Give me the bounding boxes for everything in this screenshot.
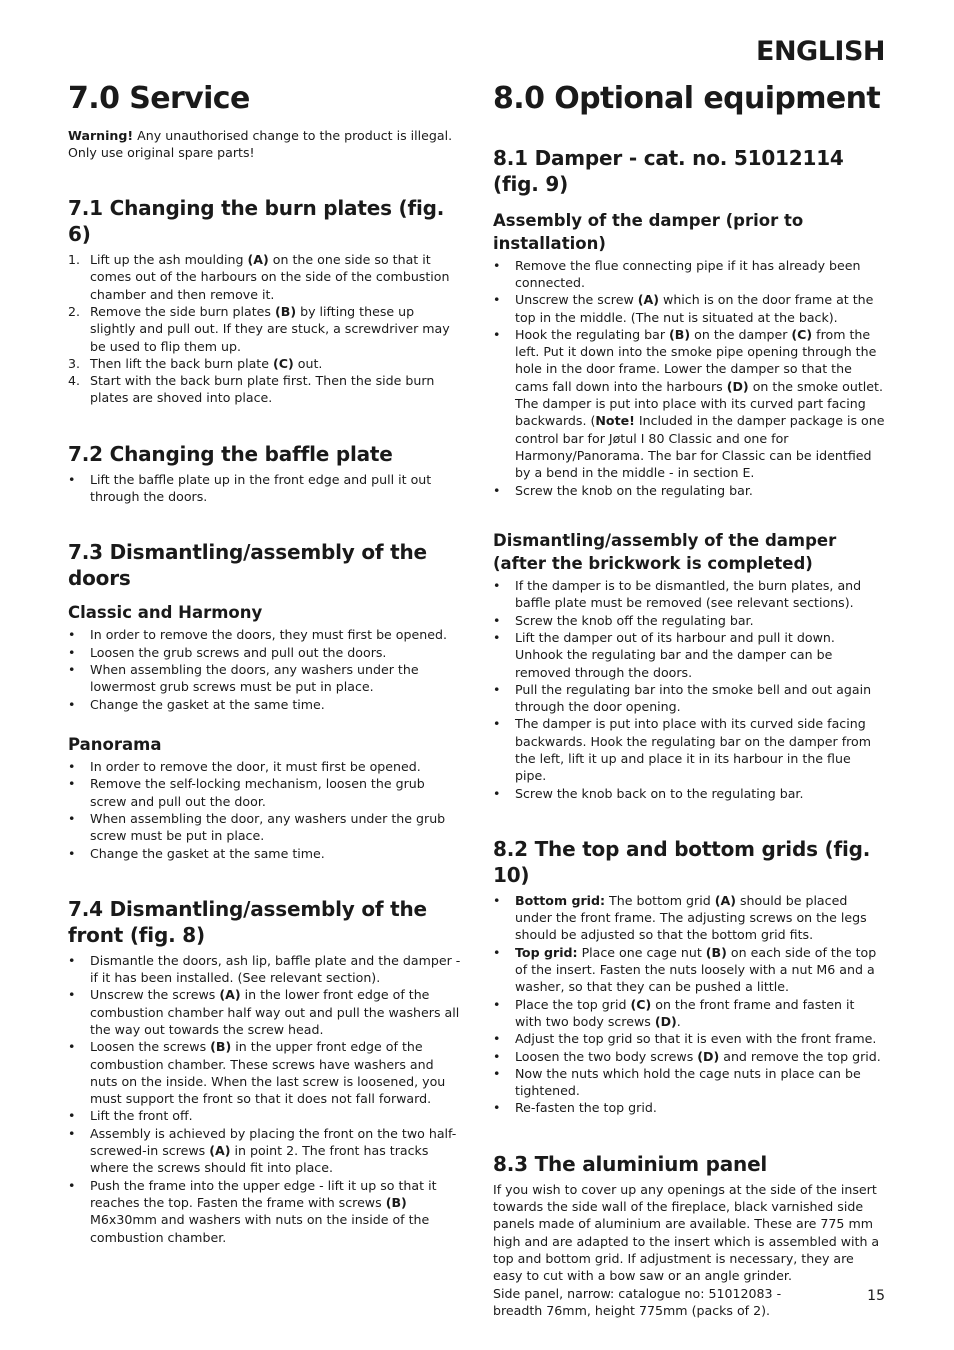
warning-label: Warning! (68, 127, 134, 143)
list-item: • In order to remove the door, it must first be opened. (68, 759, 421, 775)
list-item: • Now the nuts which hold the cage nuts in place can be tightened. (493, 1065, 861, 1099)
list-item: • Lift the damper out of its harbour and pull it down. Unhook the regulating bar and the damper can be removed through the doors. (493, 629, 835, 680)
list-item: • In order to remove the doors, they must first be opened. (68, 627, 447, 643)
list-item: • Lift the baffle plate up in the front edge and pull it out through the doors. (68, 471, 432, 505)
section-7-1-list (68, 251, 461, 407)
list-item: • Change the gasket at the same time. (68, 845, 325, 861)
list-item: • Loosen the screws (B) in the upper front edge of the combustion chamber. These screws have washers and nuts on the inside. When the last screw is loosened, you must support the front so that it does not fall forward. (68, 1039, 446, 1107)
aluminium-panel-dimensions: breadth 76mm, height 775mm (packs of 2). (493, 1302, 771, 1318)
warning-paragraph (68, 127, 461, 162)
warning-text: Any unauthorised change to the product is illegal. Only use original spare parts! (68, 127, 453, 160)
list-item: • Unscrew the screw (A) which is on the door frame at the top in the middle. (The nut is situated at the back). (493, 292, 874, 325)
section-7-2-heading: 7.2 Changing the baffle plate (68, 441, 393, 466)
list-item: • Pull the regulating bar into the smoke bell and out again through the door opening. (493, 681, 872, 715)
list-item: • Loosen the grub screws and pull out the doors. (68, 644, 387, 660)
list-item: • When assembling the doors, any washers under the lowermost grub screws must be put in place. (68, 662, 419, 695)
section-8-2-list (493, 892, 885, 1117)
page-number: 15 (867, 1288, 885, 1304)
section-8-2-heading: 8.2 The top and bottom grids (fig. 10) (493, 836, 871, 887)
list-item: • When assembling the door, any washers under the grub screw must be put in place. (68, 810, 446, 844)
list-item: 4. Start with the back burn plate first. Then the side burn plates are shoved into place. (68, 373, 435, 406)
list-item: • Screw the knob off the regulating bar. (493, 612, 754, 628)
list-item: • If the damper is to be dismantled, the burn plates, and baffle plate must be removed (see relevant sections). (493, 578, 862, 611)
list-item: • Screw the knob on the regulating bar. (493, 482, 753, 498)
aluminium-panel-text: If you wish to cover up any openings at the side of the insert towards the side wall of the fireplace, black varnished side panels made of aluminium are available. These are 775 mm high and are adapted to the insert which is assembled with a top and bottom grid. If adjustment is necessary, they are easy to cut with a bow saw or an angle grinder. (493, 1181, 880, 1284)
section-8-title: 8.0 Optional equipment (493, 81, 881, 116)
list-item: • Remove the self-locking mechanism, loosen the grub screw and pull out the door. (68, 776, 425, 809)
left-column (68, 82, 461, 1246)
list-item: • The damper is put into place with its curved side facing backwards. Hook the regulating bar on the damper from the left, lift it up and place it in its harbour in the flue pipe. (493, 716, 872, 784)
list-item: • Loosen the two body screws (D) and remove the top grid. (493, 1048, 881, 1064)
panorama-subheading: Panorama (68, 734, 162, 754)
item-number: 3. (68, 355, 81, 371)
classic-harmony-subheading: Classic and Harmony (68, 603, 263, 623)
section-8-1-heading: 8.1 Damper - cat. no. 51012114 (fig. 9) (493, 145, 844, 196)
right-column (493, 82, 885, 1319)
section-7-4-heading: 7.4 Dismantling/assembly of the front (fig. 8) (68, 896, 427, 947)
section-7-2-list (68, 471, 461, 506)
list-item: • Remove the flue connecting pipe if it has already been connected. (493, 257, 861, 290)
list-item: • Adjust the top grid so that it is even with the front frame. (493, 1031, 877, 1047)
panorama-list (68, 758, 461, 862)
list-item: • Assembly is achieved by placing the front on the two half-screwed-in screws (A) in point 2. The front has tracks where the screws should fit into place. (68, 1125, 457, 1176)
list-item: • Dismantle the doors, ash lip, baffle plate and the damper - if it has been installed. (See relevant section). (68, 952, 461, 986)
list-item: • Bottom grid: The bottom grid (A) should be placed under the front frame. The adjusting screws on the legs should be adjusted so that the bottom grid fits. (493, 892, 867, 943)
section-8-3-heading: 8.3 The aluminium panel (493, 1151, 768, 1176)
item-number: 1. (68, 252, 81, 268)
damper-dismantling-subheading: Dismantling/assembly of the damper (after the brickwork is completed) (493, 530, 837, 573)
list-item: • Place the top grid (C) on the front frame and fasten it with two body screws (D). (493, 996, 855, 1029)
list-item: 2. Remove the side burn plates (B) by lifting these up slightly and pull out. If they are stuck, a screwdriver may be used to flip them up. (68, 303, 450, 354)
classic-harmony-list (68, 626, 461, 712)
damper-dismantling-list (493, 577, 885, 802)
damper-assembly-subheading: Assembly of the damper (prior to installation) (493, 210, 804, 253)
list-item: • Re-fasten the top grid. (493, 1100, 657, 1116)
item-number: 2. (68, 303, 81, 319)
aluminium-panel-catalogue: Side panel, narrow: catalogue no: 51012083 - (493, 1285, 782, 1301)
list-item: • Push the frame into the upper edge - lift it up so that it reaches the top. Fasten the frame with screws (B) M6x30mm and washers with nuts on the inside of the combustion chamber. (68, 1177, 437, 1245)
list-item: • Change the gasket at the same time. (68, 696, 325, 712)
language-label: ENGLISH (756, 36, 885, 67)
list-item: • Unscrew the screws (A) in the lower front edge of the combustion chamber half way out and pull the washers all the way out towards the screw head. (68, 987, 460, 1037)
section-7-title: 7.0 Service (68, 81, 250, 116)
list-item: 1. Lift up the ash moulding (A) on the one side so that it comes out of the harbours on the side of the combustion chamber and then remove it. (68, 252, 450, 302)
list-item: • Lift the front off. (68, 1108, 193, 1124)
list-item: • Top grid: Place one cage nut (B) on each side of the top of the insert. Fasten the nuts loosely with a nut M6 and a washer, so that they can be pushed a little. (493, 944, 877, 995)
section-7-4-list (68, 952, 461, 1246)
item-number: 4. (68, 373, 81, 389)
list-item: • Screw the knob back on to the regulating bar. (493, 785, 804, 801)
section-7-1-heading: 7.1 Changing the burn plates (fig. 6) (68, 196, 445, 247)
list-item: 3. Then lift the back burn plate (C) out. (68, 355, 323, 371)
damper-assembly-list (493, 257, 885, 499)
section-7-3-heading: 7.3 Dismantling/assembly of the doors (68, 540, 427, 591)
list-item: • Hook the regulating bar (B) on the damper (C) from the left. Put it down into the smoke pipe opening through the hole in the door frame. Lower the damper so that the cams fall down into the harbours (D) on the smoke outlet. The damper is put into place with its curved part facing backwards. (Note! Included in the damper package is one control bar for Jøtul I 80 Classic and one for Harmony/Panorama. The bar for Classic can be identfied by a bend in the middle - in section E. (493, 326, 885, 481)
